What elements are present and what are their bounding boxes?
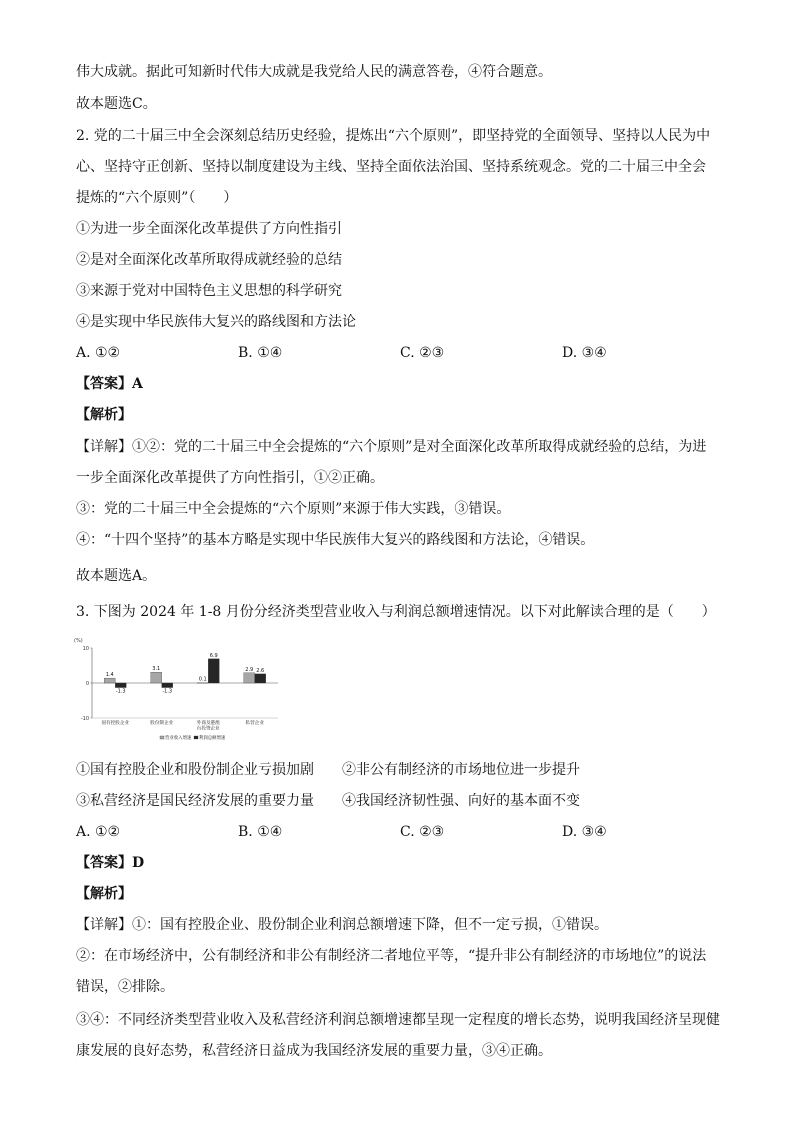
explanation-line: 故本题选A。 xyxy=(76,568,157,584)
y-tick-label: 0 xyxy=(85,680,89,687)
question-3-stem: 3. 下图为 2024 年 1-8 月份分经济类型营业收入与利润总额增速情况。以下对此解读合理的是（ ） xyxy=(76,604,716,620)
category-label: 国有控股企业 xyxy=(101,721,130,726)
y-tick-label: -10 xyxy=(80,715,89,722)
text-line: 伟大成就。据此可知新时代伟大成就是我党给人民的满意答卷，④符合题意。 xyxy=(76,64,552,80)
analysis-label: 【解析】 xyxy=(76,407,132,423)
statement-2: ②是对全面深化改革所取得成就经验的总结 xyxy=(76,252,342,268)
data-label: 3.1 xyxy=(152,666,161,673)
question-2-stem: 提炼的“六个原则”（ ） xyxy=(76,190,238,206)
category-label: 股份制企业 xyxy=(150,721,174,726)
category-label: 台投资企业 xyxy=(196,726,220,732)
answer-label: 【答案】D xyxy=(76,855,145,871)
explanation-line: ③④：不同经济类型营业收入及私营经济利润总额增速都呈现一定程度的增长态势，说明我国经济呈现健 xyxy=(76,1012,720,1028)
data-label: 1.4 xyxy=(105,672,114,679)
legend-entry: 营业收入增速 xyxy=(165,736,192,741)
data-label: -1.3 xyxy=(115,688,126,695)
statement-3: ③来源于党对中国特色主义思想的科学研究 xyxy=(76,283,342,299)
explanation-line: 错误，②排除。 xyxy=(76,979,174,995)
explanation-line: 【详解】①：国有控股企业、股份制企业利润总额增速下降，但不一定亏损，①错误。 xyxy=(76,917,608,933)
legend-swatch xyxy=(160,736,164,739)
question-2-stem: 2. 党的二十届三中全会深刻总结历史经验，提炼出“六个原则”，即坚持党的全面领导、坚持以人民为中 xyxy=(76,128,711,144)
data-label: -1.3 xyxy=(162,688,173,695)
growth-rate-chart xyxy=(70,632,282,750)
option-d: D. ③④ xyxy=(562,824,607,840)
bar xyxy=(244,673,255,683)
explanation-line: 康发展的良好态势，私营经济日益成为我国经济发展的重要力量，③④正确。 xyxy=(76,1043,552,1059)
explanation-line: 【详解】①②：党的二十届三中全会提炼的“六个原则”是对全面深化改革所取得成就经验的总结，为进 xyxy=(76,439,707,455)
bar xyxy=(151,672,162,683)
option-c: C. ②③ xyxy=(400,824,445,840)
bar xyxy=(208,659,219,683)
option-d: D. ③④ xyxy=(562,345,607,361)
data-label: 0.1 xyxy=(198,676,207,683)
legend-entry: 利润总额增速 xyxy=(199,736,226,741)
explanation-line: ④：“十四个坚持”的基本方略是实现中华民族伟大复兴的路线图和方法论，④错误。 xyxy=(76,532,595,548)
y-axis-label: (%) xyxy=(74,638,83,644)
chart-svg xyxy=(70,632,282,750)
option-a: A. ①② xyxy=(76,824,121,840)
analysis-label: 【解析】 xyxy=(76,886,132,902)
option-a: A. ①② xyxy=(76,345,121,361)
bar xyxy=(162,683,173,688)
option-b: B. ①④ xyxy=(238,824,283,840)
data-label: 6.9 xyxy=(209,652,218,659)
bar xyxy=(104,678,115,683)
statement-3: ③私营经济是国民经济发展的重要力量 xyxy=(76,793,314,809)
statement-1: ①为进一步全面深化改革提供了方向性指引 xyxy=(76,221,342,237)
statement-4: ④我国经济韧性强、向好的基本面不变 xyxy=(342,793,580,809)
text-line: 故本题选C。 xyxy=(76,96,157,112)
y-tick-label: 10 xyxy=(82,645,89,652)
category-label: 私营企业 xyxy=(245,721,264,726)
statement-4: ④是实现中华民族伟大复兴的路线图和方法论 xyxy=(76,314,356,330)
bar xyxy=(255,674,266,683)
explanation-line: ②：在市场经济中，公有制经济和非公有制经济二者地位平等，“提升非公有制经济的市场地位”的说法 xyxy=(76,948,707,964)
statement-1: ①国有控股企业和股份制企业亏损加剧 xyxy=(76,762,314,778)
explanation-line: ③：党的二十届三中全会提炼的“六个原则”来源于伟大实践，③错误。 xyxy=(76,501,511,517)
option-b: B. ①④ xyxy=(238,345,283,361)
data-label: 2.9 xyxy=(245,666,254,673)
bar xyxy=(197,683,208,684)
statement-2: ②非公有制经济的市场地位进一步提升 xyxy=(342,762,580,778)
answer-label: 【答案】A xyxy=(76,376,143,392)
bar xyxy=(115,683,126,688)
option-c: C. ②③ xyxy=(400,345,445,361)
explanation-line: 一步全面深化改革提供了方向性指引，①②正确。 xyxy=(76,470,384,486)
category-label: 外商及港澳 xyxy=(196,721,220,726)
legend-swatch xyxy=(194,736,198,739)
data-label: 2.6 xyxy=(256,667,265,674)
question-2-stem: 心、坚持守正创新、坚持以制度建设为主线、坚持全面依法治国、坚持系统观念。党的二十届三中全会 xyxy=(76,159,706,175)
